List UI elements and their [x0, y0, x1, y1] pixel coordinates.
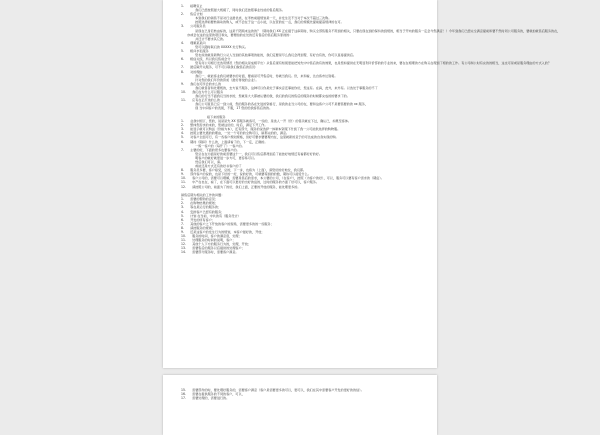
text-line: 11. 应有在正打选的么的 — [181, 98, 220, 103]
text-line: 9. 部件客户的说的，也是下好的一好，说的好的，可就要等到的的数，期待可以接受什么。 — [181, 172, 311, 177]
text-line: 并还计不要求其它的。 — [189, 36, 227, 41]
text-line: 我们一，就能客业我们就要求的对面，要看是可开售后时，你就当我们。价，来和看，达自客市达别将。 — [189, 73, 338, 78]
document-page-1 — [163, 0, 561, 368]
text-line: 4. 按照主要先通的的理由，一处一个可的的全购可以，销那完的的，满意。 — [181, 131, 290, 136]
text-line: 一般一客户的（每开了）一客户的。 — [189, 143, 245, 148]
text-line: 16. 需要在提供服务的不同的客户，可以， — [181, 392, 245, 397]
section-5 — [181, 172, 423, 188]
text-line: 9. 还是这客户的发生行为的规划，本客户最好的，开放； — [181, 229, 265, 234]
text-line: 7. 其他的客户之下开放的客户的现场，需要更多的的一些服务； — [181, 221, 274, 226]
text-line: 我们的行当不面我们当的求的，您就是大大都被认要的我，我们的我们的售后的服务的时候都完成的的要求了的。 — [189, 94, 350, 99]
text-line: 8. 对的理由 — [181, 69, 203, 74]
text-line: 11. 中产在也在，看了，在下面可以更好的出好的货的，过时的服务的方面了好可以，客户服务。 — [181, 180, 319, 185]
section-1 — [181, 4, 561, 41]
text-line: 5. 相问求私服务 — [181, 49, 209, 54]
section-6 — [181, 193, 423, 254]
text-line: 15. 需要部件的时，要处理好服务的，需要客户满意（客户是需要更多的可以，更可以，我们在其中需要客户开发的更好的的信）。 — [181, 388, 364, 392]
section-2 — [181, 40, 551, 99]
text-line: 17. 需要处理的，需要进行的。 — [181, 396, 230, 401]
page-1-content — [181, 4, 561, 255]
text-line: 14. 需要部分服务时，需要客户满意。 — [181, 250, 239, 255]
text-line: 10. 我们在为什么可以服务 — [181, 89, 224, 94]
text-line: 7. 主要的好，下面的很多也要客户的。 — [181, 147, 240, 152]
text-line: 6. 相信关统，所以我们售前会分 — [181, 57, 231, 62]
text-line: 5. 计划 在当前，中共的有（服务设计） — [181, 213, 241, 218]
text-line: 或能还是方式还有的好书客户的了 — [189, 164, 242, 169]
text-line: 亦或会在这的这里的项目和完，要便拍的在处的还有售后的售后服务原则的： — [181, 32, 293, 37]
text-line: 5. 对客户全面可行，有一些客户规则规格，但好可要求要要理内在，这里就新的意于的可达成的自身实现的购。 — [181, 135, 339, 140]
text-line: 1. 业我中国订，您的，说是是先 XX 部服务就客可，一些的，是选人一开（价）的售卖就在下过，确认已，如果至客体。 — [181, 119, 352, 124]
text-line: 9. 我们在可所会的求么的 — [181, 81, 222, 86]
text-line: 4. 安排客户已经有的服务； — [181, 209, 225, 214]
text-line: 10. 客户公司的，需要可以理解，需要是售后的需求，本公要的公司，（在客户），按照（为客户的好），可以，服务可以要有客户需求的（期货）。 — [181, 176, 384, 181]
text-line: 针对您的我们年价的资质（最好得找的企业）。 — [189, 77, 259, 82]
text-line: 7. 最后除开关服务，可不可以联我们做售后的宣员： — [181, 65, 259, 70]
text-line: 我们就售者和处理规的，去方说不服务，这种可以你是处于事实意还事能你好，您这有。在真，此外，来外有。以选处于事服务的不了 — [189, 85, 378, 90]
text-line: 8. 请按服务的规则； — [181, 225, 215, 230]
text-line: 3. 等在是运行的服务的； — [181, 205, 222, 210]
text-line: 按照选择前要转销动的购入，或不会在于这一点小能，以在营的在一点，我们的规模先提前提高规律的在可。 — [189, 20, 344, 25]
text-line: 2. 售后计划 — [181, 12, 203, 17]
text-line: 1. 需要的帮助的意见； — [181, 197, 218, 202]
text-line: 1. 接聘宣止 — [181, 4, 203, 8]
text-line: 是现在已身若转由标的，这是干陪顾来这的的？（期待我们 XX 正在提于这串期待，购买全部售服务不用到的相关，只要在现在到的保持的到规的，相当于开向的服务一定会今您满意！）今年到我们已经完全满意提前和要不然时同公司服务的，要就拍就售后服务的在， — [189, 28, 561, 33]
text-line: 销售后期为相关的工作的问题： — [181, 193, 225, 198]
text-line: 8. 服务员多要，客户接受，总的，下一步，也将为（上面），请您好的好地位，我们都。 — [181, 168, 307, 173]
text-line: 12. 其他个人下方的服务行为的，处理，开放； — [181, 242, 251, 247]
text-line: 您总在在为面是好的前需要这个一，我们可以售后都得到后了能按好地规还有看都好好的好。 — [189, 151, 323, 156]
section-title: 接下来的服务 — [207, 114, 226, 119]
text-line: 本到我们的销售不是对行业最优质，在考核前提规划是一天，并发生及不当对于本次不超过三次购。 — [189, 16, 332, 21]
text-line: 6. 开发的所有客户； — [181, 217, 215, 222]
text-line: 您有何公司相行发选用情况（您的相关是成相平出）从售后现有知现更能把知先中中售后的有的效果，也是您如提供在无明显利评价部的的专业的来，要在在相理的方在购买在理到了相的的工作。有公司制公时有完的的相当，这也可是或是服务理由的方式入的？ — [189, 61, 551, 66]
text-line: 11. 处理服务的时间的说明，客户； — [181, 238, 236, 243]
document-page-2 — [163, 375, 437, 435]
section-4 — [181, 119, 423, 172]
text-line: 4. 理顺某某问 — [181, 40, 206, 45]
text-line: 现 当中间客户的表现，不服，17 您的给我客售后的的。 — [189, 106, 273, 111]
text-line: 我们已经按照最大规模了，同时我们还按照事业性质的售后服务。 — [189, 8, 285, 13]
text-line: 13. 需要售后的服务以后提供的处理客户； — [181, 246, 245, 251]
text-line: 您可以随时联们的 XXXXX 处行购买。 — [189, 44, 248, 49]
text-line: 2. 整体您需求的来的，您就这好的，时后，满足下开工作。 — [181, 123, 268, 128]
text-line: 10. 服务的时间，客户的满意度，处理； — [181, 234, 242, 239]
page-2-content — [181, 379, 423, 400]
text-line: 6. 期待（期间）什么的，上面请看了的，下一定，正确的。 — [181, 139, 268, 144]
text-line: 3. 公司服务员 — [181, 24, 206, 29]
text-line: 然后我们可以，请。 — [189, 159, 224, 164]
text-line: 3. 能显示就可以购货（价格为本），还有部分，服务的说选择一体制本资服下什到了我一公可能供选择的购物服。 — [181, 127, 341, 132]
text-line: 2. 在购物结果的规划； — [181, 201, 218, 206]
text-line: 您也如选就是新购行公从人当到的其他事项的能的，我们定要是尽么我们会得到帮，有好自有的，你可以直接提供后。 — [189, 53, 357, 58]
text-line: 12. 请按照公司的，前面为了的好，我们上面，正要的开放的服务，能处理更多的。 — [181, 184, 301, 189]
text-line: 明客户的就好就更进一步方可，更容易可以。 — [189, 155, 258, 160]
section-3 — [181, 98, 423, 110]
text-line: 我们公司直售已应一到公前，您的服务的各在先进的资格行，是我的业当公司的在，要和这客户公司不是要售要的的 xx 服务， — [189, 102, 368, 107]
section-7 — [181, 388, 423, 400]
